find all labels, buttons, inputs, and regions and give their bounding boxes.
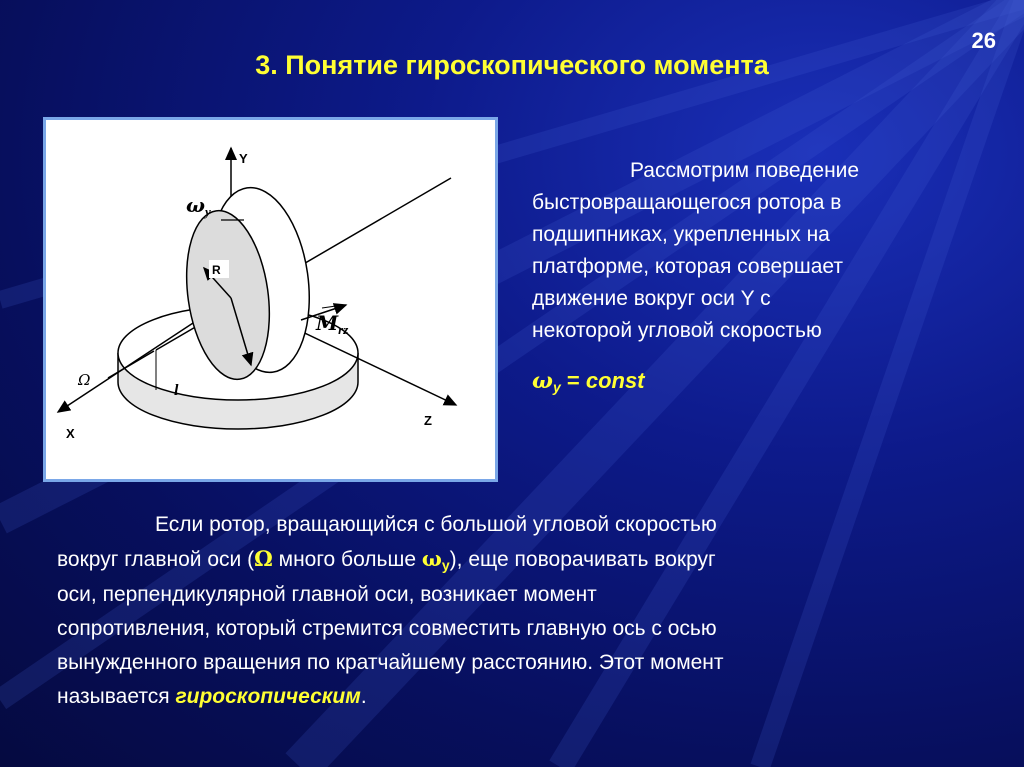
gyroscope-drawing: [46, 120, 495, 479]
slide-number: 26: [971, 28, 996, 53]
label-radius: R: [212, 263, 221, 277]
label-z: Z: [424, 413, 432, 428]
body-line-2: вокруг главной оси (Ω много больше ωy), еще поворачивать вокруг: [57, 546, 716, 573]
body-line-5: вынужденного вращения по кратчайшему расстоянию. Этот момент: [57, 651, 724, 674]
term-gyroscopic: гироскопическим: [175, 685, 361, 708]
label-y: Y: [239, 151, 248, 166]
body-line-1: Если ротор, вращающийся с большой угловой скоростью: [155, 513, 717, 536]
intro-line-1: Рассмотрим поведение: [630, 159, 860, 182]
intro-line-2: быстровращающегося ротора в: [532, 191, 842, 214]
intro-line-4: платформе, которая совершает: [532, 255, 843, 278]
body-line-6: называется гироскопическим.: [57, 685, 367, 708]
label-big-omega: Ω: [78, 371, 91, 389]
body-paragraph: [57, 508, 987, 714]
gyroscope-diagram: [43, 117, 498, 482]
intro-line-6: некоторой угловой скоростью: [532, 319, 822, 342]
body-line-3: оси, перпендикулярной главной оси, возникает момент: [57, 583, 597, 606]
label-l: l: [174, 382, 179, 399]
intro-line-5: движение вокруг оси Y с: [532, 287, 771, 310]
label-omega-y: $\omega_y$: [186, 193, 211, 219]
formula-omega-const: ωy = const: [532, 368, 645, 395]
body-line-4: сопротивления, который стремится совместить главную ось с осью: [57, 617, 717, 640]
intro-line-3: подшипниках, укрепленных на: [532, 223, 830, 246]
intro-paragraph: [532, 155, 972, 347]
slide-title: 3. Понятие гироскопического момента: [255, 50, 769, 80]
label-moment: $M_{rz}$: [316, 311, 349, 337]
label-x: X: [66, 426, 75, 441]
